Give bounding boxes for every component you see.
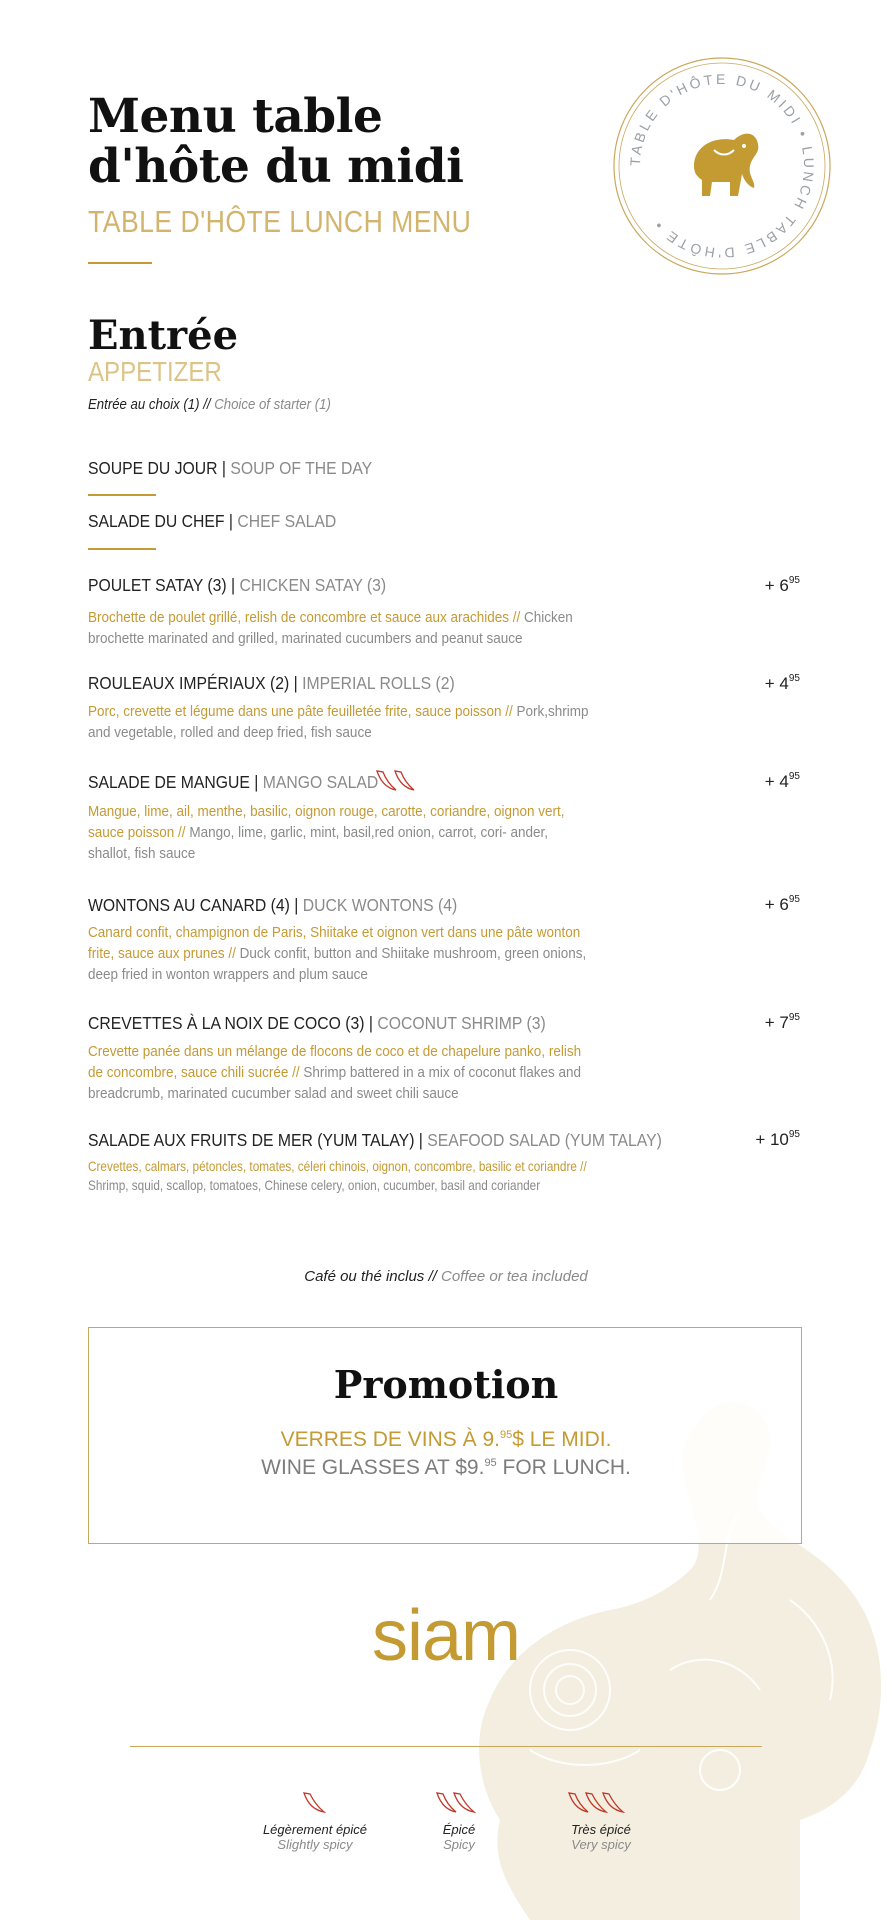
footer-divider [130, 1746, 762, 1747]
pepper-icon-slightly-spicy [300, 1790, 330, 1816]
menu-item-description [88, 701, 592, 743]
menu-item-name-en: MANGO SALAD [262, 772, 379, 792]
promo-fr-pre: VERRES DE VINS À 9. [280, 1428, 500, 1451]
description-fr: Crevette panée dans un mélange de flocons de coco et de chapelure panko, relish de concombre, sauce chili sucrée // [88, 1043, 582, 1081]
menu-item-name-fr: ROULEAUX IMPÉRIAUX (2) | [88, 673, 298, 693]
menu-item-description [88, 1157, 592, 1195]
description-fr: Crevettes, calmars, pétoncles, tomates, céleri chinois, oignon, concombre, basilic et coriandre // [88, 1158, 587, 1174]
price-cents: 95 [788, 575, 800, 586]
menu-item-price [765, 1013, 800, 1033]
menu-item-name-fr: SOUPE DU JOUR | [88, 458, 226, 478]
page-subtitle: TABLE D'HÔTE LUNCH MENU [88, 204, 472, 239]
promo-fr-cents: 95 [499, 1429, 513, 1441]
page-title [88, 89, 528, 194]
stamp-ring-text: TABLE D'HÔTE DU MIDI • LUNCH TABLE D'HÔTE • [626, 70, 818, 262]
price-cents: 95 [788, 894, 800, 905]
menu-item-name-fr: SALADE AUX FRUITS DE MER (YUM TALAY) | [88, 1130, 423, 1150]
promotion-line-en [0, 1456, 892, 1480]
page-title-line-2: d'hôte du midi [88, 139, 464, 194]
price-cents: 95 [788, 1129, 800, 1140]
legend-slightly-spicy [240, 1822, 390, 1852]
menu-item-name-en: CHEF SALAD [237, 511, 337, 531]
promo-en-pre: WINE GLASSES AT $9. [261, 1456, 485, 1479]
header-divider [88, 262, 152, 264]
section-note [88, 396, 331, 413]
menu-item-soup-title [88, 458, 372, 479]
menu-item-name-fr: SALADE DE MANGUE | [88, 772, 259, 792]
promo-en-post: FOR LUNCH. [496, 1456, 631, 1479]
price-dollars: + 6 [764, 576, 789, 595]
menu-item-duck-wontons-title [88, 895, 457, 916]
menu-item-price [765, 674, 800, 694]
menu-item-name-en: SOUP OF THE DAY [230, 458, 373, 478]
menu-item-price [765, 576, 800, 596]
legend-label-en: Slightly spicy [277, 1837, 353, 1852]
section-note-fr: Entrée au choix (1) // [88, 396, 211, 413]
legend-spicy [384, 1822, 534, 1852]
menu-item-price [765, 895, 800, 915]
description-en: Shrimp, squid, scallop, tomatoes, Chinese celery, onion, cucumber, basil and coriander [88, 1177, 541, 1193]
menu-item-price [755, 1130, 800, 1150]
description-fr: Porc, crevette et légume dans une pâte feuilletée frite, sauce poisson // [88, 703, 513, 720]
item-divider [88, 548, 156, 550]
legend-label-fr: Épicé [442, 1822, 476, 1837]
menu-item-price [765, 772, 800, 792]
description-fr: Brochette de poulet grillé, relish de concombre et sauce aux arachides // [88, 609, 521, 626]
price-cents: 95 [788, 673, 800, 684]
price-cents: 95 [788, 771, 800, 782]
menu-item-mango-salad-title [88, 772, 378, 793]
description-en: Duck confit, button and Shiitake mushroom, green onions, deep fried in wonton wrappers and plum sauce [88, 945, 587, 983]
menu-item-name-fr: CREVETTES À LA NOIX DE COCO (3) | [88, 1013, 374, 1033]
menu-item-name-en: COCONUT SHRIMP (3) [377, 1013, 546, 1033]
promo-fr-post: $ LE MIDI. [512, 1428, 612, 1451]
included-fr: Café ou thé inclus // [304, 1268, 437, 1285]
page-title-line-1: Menu table [88, 89, 383, 144]
menu-item-chicken-satay-title [88, 575, 386, 596]
section-title: Entrée [88, 312, 239, 359]
promotion-title: Promotion [333, 1362, 559, 1407]
lunch-stamp-badge [612, 56, 832, 276]
menu-item-seafood-salad-title [88, 1130, 662, 1151]
description-fr: Canard confit, champignon de Paris, Shiitake et oignon vert dans une pâte wonton frite, sauce aux prunes // [88, 924, 581, 962]
description-en: Chicken brochette marinated and grilled, marinated cucumbers and peanut sauce [88, 609, 573, 647]
legend-label-en: Spicy [443, 1837, 475, 1852]
menu-item-name-fr: SALADE DU CHEF | [88, 511, 233, 531]
menu-item-name-en: CHICKEN SATAY (3) [239, 575, 387, 595]
section-note-en: Choice of starter (1) [214, 396, 331, 413]
elephant-icon [694, 134, 758, 196]
promo-en-cents: 95 [484, 1457, 497, 1469]
price-dollars: + 7 [764, 1013, 789, 1032]
spicy-pepper-icon [374, 768, 420, 794]
promotion-line-fr [0, 1428, 892, 1452]
menu-item-description [88, 801, 592, 864]
menu-item-description [88, 1041, 592, 1104]
item-divider [88, 494, 156, 496]
legend-very-spicy [526, 1822, 676, 1852]
description-en: Shrimp battered in a mix of coconut flakes and breadcrumb, marinated cucumber salad and sweet chili sauce [88, 1064, 582, 1102]
menu-item-name-fr: WONTONS AU CANARD (4) | [88, 895, 299, 915]
legend-label-fr: Légèrement épicé [262, 1822, 368, 1837]
description-en: Mango, lime, garlic, mint, basil,red onion, carrot, cori- ander, shallot, fish sauce [88, 824, 548, 862]
description-fr: Mangue, lime, ail, menthe, basilic, oignon rouge, carotte, coriandre, oignon vert, sauce poisson // [88, 803, 565, 841]
menu-item-description [88, 607, 592, 649]
menu-item-imperial-rolls-title [88, 673, 455, 694]
price-dollars: + 4 [764, 772, 789, 791]
price-dollars: + 6 [764, 895, 789, 914]
menu-item-name-en: IMPERIAL ROLLS (2) [302, 673, 455, 693]
menu-item-description [88, 922, 592, 985]
menu-item-chef-salad-title [88, 511, 336, 532]
legend-label-en: Very spicy [571, 1837, 631, 1852]
menu-item-name-en: SEAFOOD SALAD (YUM TALAY) [427, 1130, 662, 1150]
siam-logo: siam [371, 1596, 520, 1676]
section-subtitle: APPETIZER [88, 356, 222, 387]
pepper-icon-spicy [434, 1790, 480, 1816]
description-en: Pork,shrimp and vegetable, rolled and deep fried, fish sauce [88, 703, 589, 741]
pepper-icon-very-spicy [566, 1790, 630, 1816]
legend-label-fr: Très épicé [571, 1822, 631, 1837]
included-en: Coffee or tea included [440, 1268, 588, 1285]
menu-item-name-en: DUCK WONTONS (4) [302, 895, 458, 915]
menu-item-coconut-shrimp-title [88, 1013, 546, 1034]
menu-item-name-fr: POULET SATAY (3) | [88, 575, 236, 595]
price-dollars: + 4 [764, 674, 789, 693]
price-cents: 95 [788, 1012, 800, 1023]
price-dollars: + 10 [755, 1130, 789, 1149]
coffee-included-note [0, 1268, 892, 1285]
